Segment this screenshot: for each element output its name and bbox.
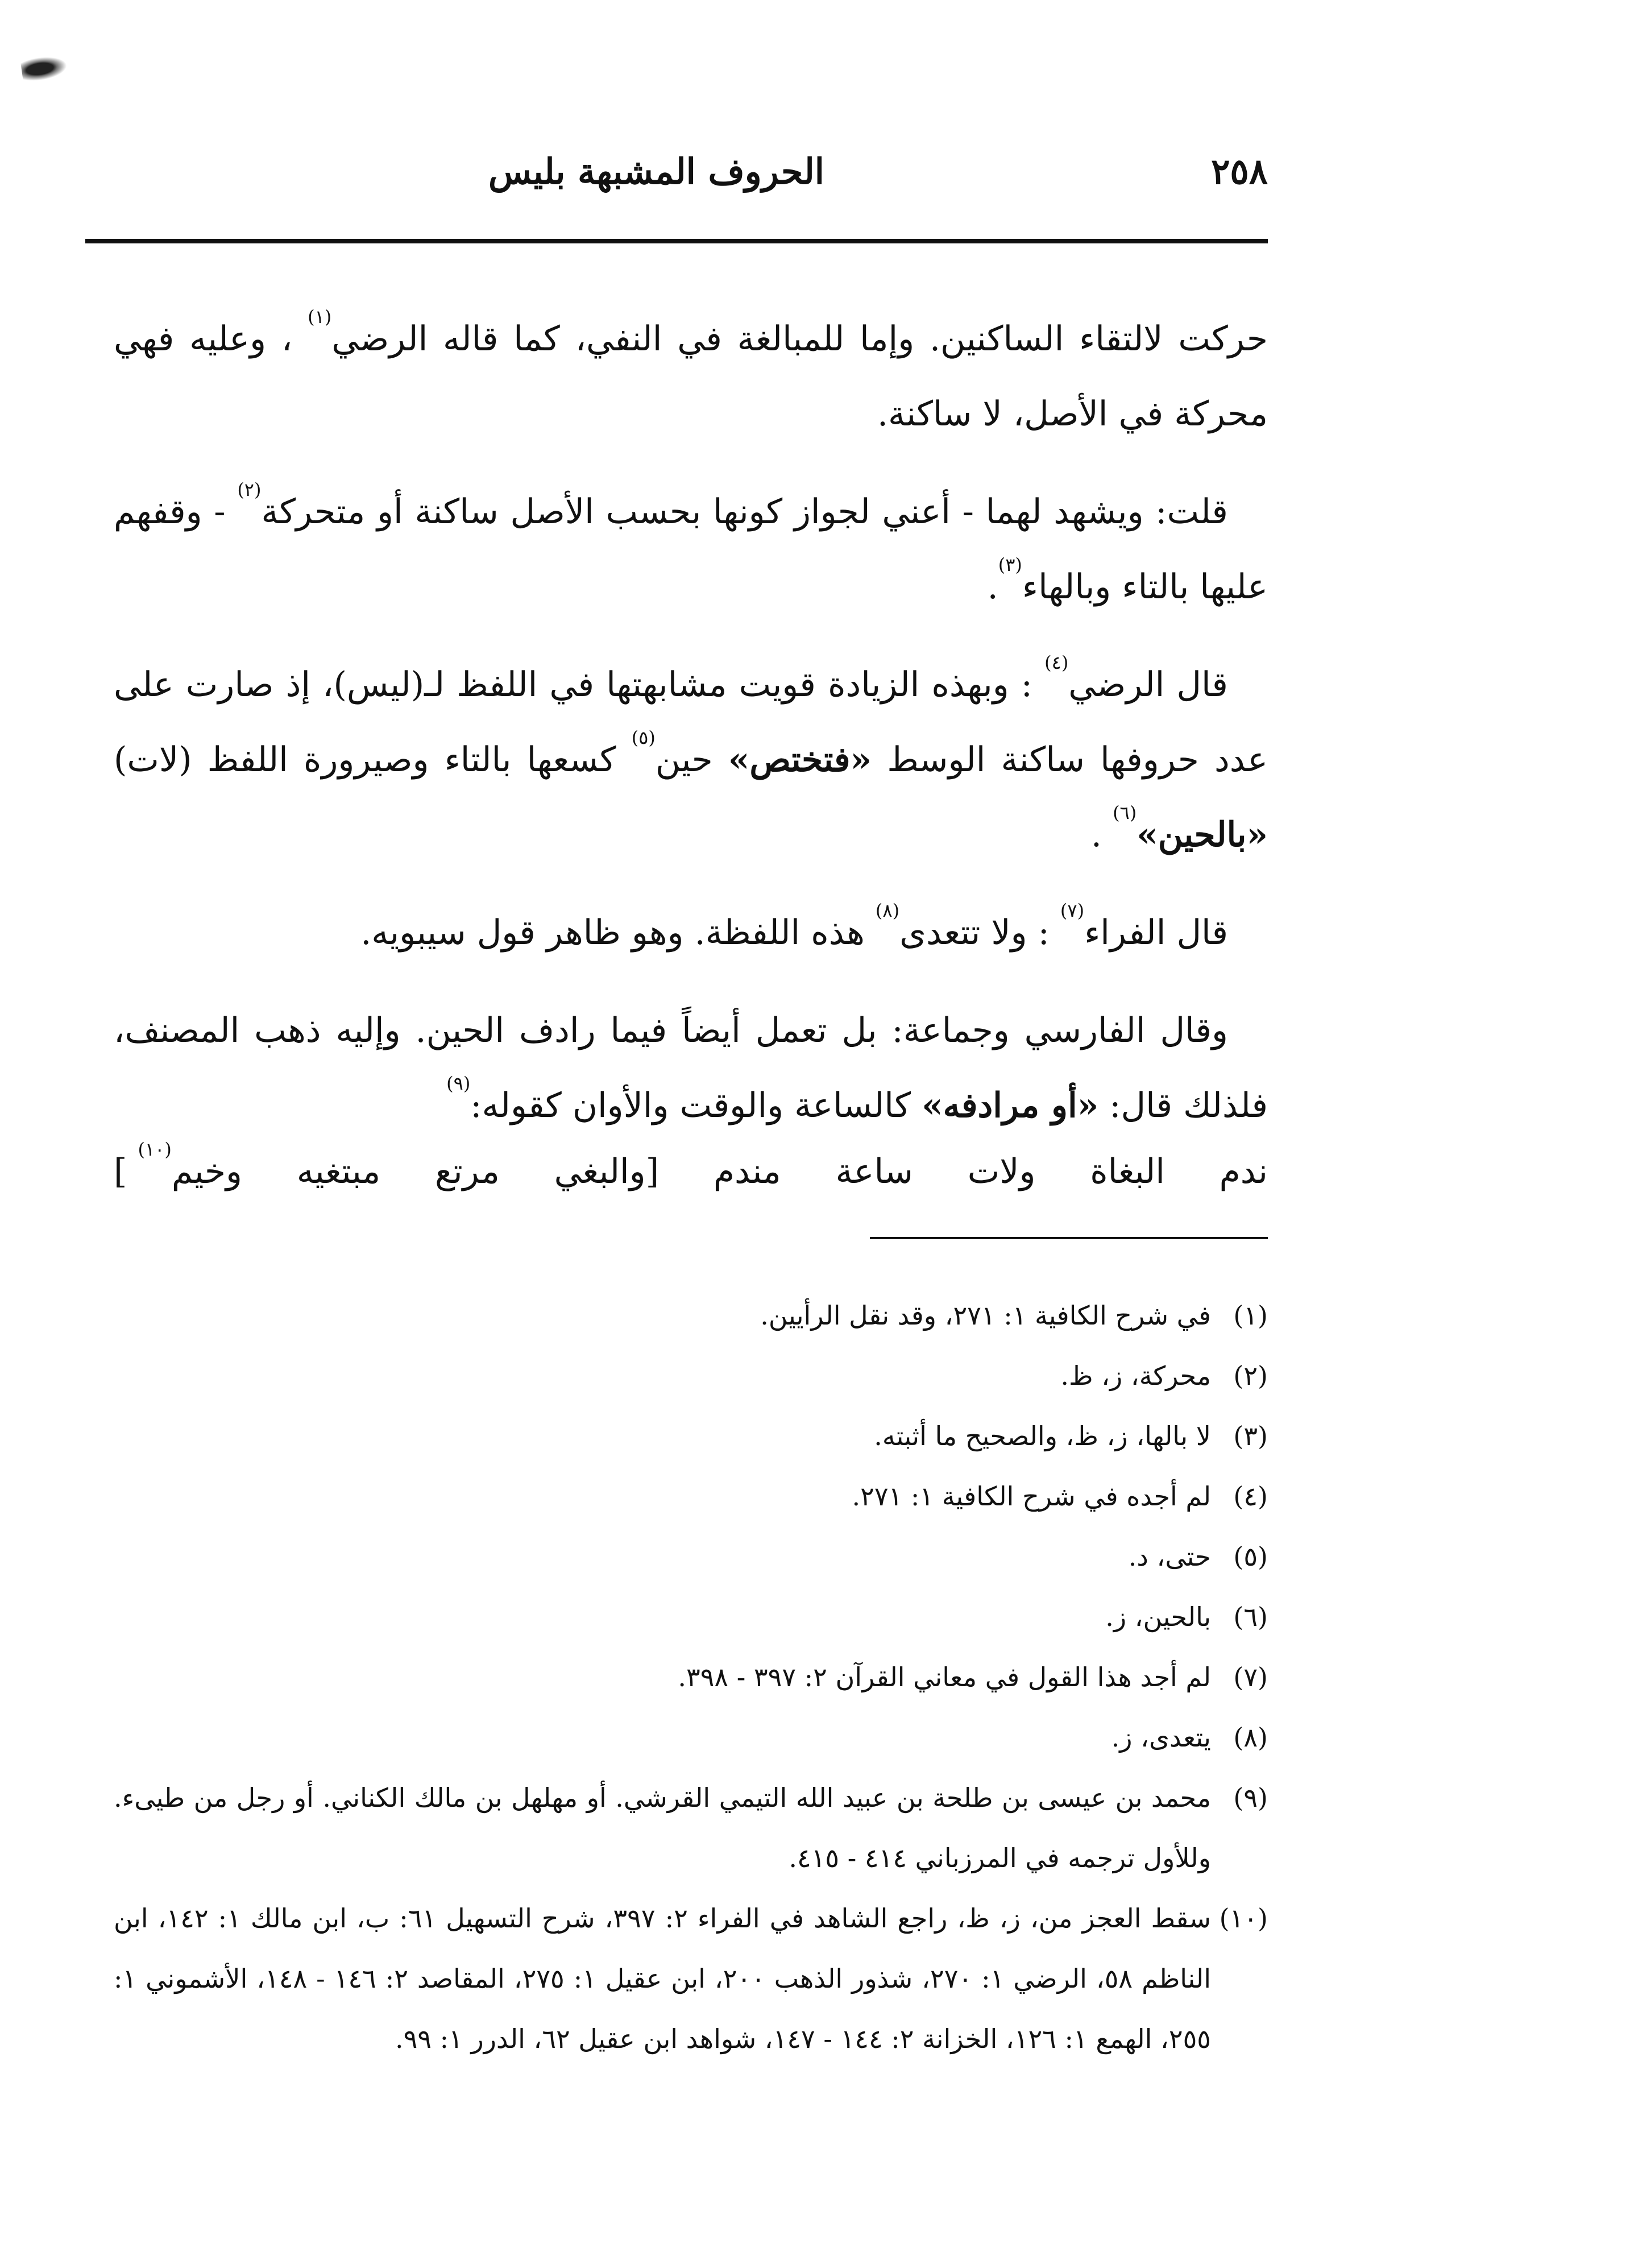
- footnote-number: (١): [1233, 1300, 1268, 1331]
- footnote: [114, 1888, 1268, 2069]
- footnote-ref: (٣): [998, 554, 1022, 576]
- footnote: [114, 1526, 1268, 1587]
- footnote-number: (٩): [1233, 1782, 1268, 1813]
- footnote-number: (٨): [1233, 1722, 1268, 1753]
- verse-word: مرتع: [435, 1152, 500, 1191]
- paragraph-3: [114, 647, 1268, 872]
- text-run: قال الفراء: [1084, 913, 1228, 953]
- verse-word: البغاة: [1090, 1152, 1165, 1191]
- bracket: ]: [114, 1152, 127, 1191]
- footnote-text: محركة، ز، ظ.: [1060, 1360, 1211, 1391]
- paragraph-2: [114, 474, 1268, 624]
- text-run: قال الرضي: [1068, 665, 1228, 705]
- bold-quote: «فتختص»: [728, 740, 872, 780]
- paragraph-5: [114, 993, 1268, 1143]
- footnote: [114, 1466, 1268, 1526]
- text-run: كسعها بالتاء وصيرورة اللفظ (لات): [114, 740, 616, 780]
- footnote-ref: (٤): [1044, 652, 1069, 673]
- footnote-number: (٢): [1233, 1360, 1268, 1391]
- footnote-ref: (٨): [875, 900, 900, 921]
- verse-word: [والبغي: [554, 1152, 660, 1191]
- running-title: الحروف المشبهة بليس: [488, 151, 824, 192]
- verse-word: مبتغيه: [296, 1152, 381, 1191]
- poetry-verse: [114, 1137, 1268, 1206]
- footnotes: [114, 1285, 1268, 2069]
- footnote-text: سقط العجز من، ز، ظ، راجع الشاهد في الفراء ٢: ٣٩٧، شرح التسهيل ٦١: ب، ابن مالك ١: ١٤٢، ابن الناظم ٥٨، الرضي ١: ٢٧٠، شذور الذهب ٢٠٠، ابن عقيل ١: ٢٧٥، المقاصد ٢: ١٤٦ - ١٤٨، الأشموني ١: ٢٥٥، الهمع ١: ١٢٦، الخزانة ٢: ١٤٤ - ١٤٧، شواهد ابن عقيل ٦٢، الدرر ١: ٩٩.: [114, 1903, 1212, 2054]
- footnote: [114, 1346, 1268, 1406]
- footnote-text: لم أجد هذا القول في معاني القرآن ٢: ٣٩٧ - ٣٩٨.: [678, 1662, 1211, 1692]
- page-header: [85, 145, 1268, 208]
- footnote: [114, 1707, 1268, 1768]
- footnote-ref: (٧): [1060, 900, 1085, 921]
- verse-word: ولات: [967, 1152, 1036, 1191]
- footnote-ref: (٩): [446, 1073, 471, 1094]
- footnote-number: (٥): [1233, 1541, 1268, 1572]
- text-run: .: [1090, 815, 1102, 855]
- text-run: ، وعليه فهي محركة في الأصل، لا ساكنة.: [114, 319, 1268, 434]
- verse-word: ندم: [1219, 1152, 1268, 1191]
- footnote-text: بالحين، ز.: [1105, 1601, 1211, 1632]
- footnote-number: (٤): [1233, 1481, 1268, 1512]
- footnote: [114, 1647, 1268, 1707]
- footnote-text: حتى، د.: [1128, 1541, 1211, 1572]
- text-run: حركت لالتقاء الساكنين. وإما للمبالغة في النفي، كما قاله الرضي: [331, 319, 1268, 359]
- text-run: : وبهذه الزيادة قويت مشابهتها في اللفظ لـ(ليس)، إذ صارت على عدد حروفها ساكنة الوسط: [114, 665, 1268, 780]
- paragraph-1: [114, 301, 1268, 452]
- bold-quote: «أو مرادفه»: [922, 1086, 1099, 1125]
- text-run: كالساعة والوقت والأوان كقوله:: [470, 1086, 911, 1125]
- footnote-number: (١٠): [1219, 1903, 1268, 1934]
- footnote-ref: (٥): [631, 727, 656, 748]
- footnote-number: (٧): [1233, 1662, 1268, 1692]
- footnote: [114, 1406, 1268, 1466]
- verse-word: وخيم: [171, 1152, 242, 1191]
- text-run: قلت: ويشهد لهما - أعني لجواز كونها بحسب الأصل ساكنة أو متحركة: [261, 492, 1228, 532]
- footnote-text: في شرح الكافية ١: ٢٧١، وقد نقل الرأيين.: [760, 1300, 1211, 1331]
- verse-word: ساعة: [835, 1152, 913, 1191]
- ink-smudge: [20, 54, 69, 83]
- page-number: ٢٥٨: [1211, 151, 1268, 192]
- footnote-text: يتعدى، ز.: [1111, 1722, 1211, 1753]
- text-run: هذه اللفظة. وهو ظاهر قول سيبويه.: [360, 913, 865, 953]
- verse-word-last: [114, 1137, 242, 1206]
- text-run: - وقفهم عليها بالتاء وبالهاء: [114, 492, 1268, 607]
- footnote-ref: (٢): [237, 479, 262, 500]
- footnote-ref: (١٠): [138, 1139, 172, 1160]
- footnote-text: لا بالها، ز، ظ، والصحيح ما أثبته.: [874, 1421, 1211, 1451]
- text-run: : ولا تتعدى: [899, 913, 1050, 953]
- footnote: [114, 1768, 1268, 1888]
- footnote-ref: (١): [308, 306, 332, 328]
- header-rule: [85, 239, 1268, 243]
- footnote: [114, 1285, 1268, 1346]
- footnote-text: لم أجده في شرح الكافية ١: ٢٧١.: [852, 1481, 1211, 1512]
- text-run: حين: [655, 740, 713, 780]
- footnote-separator: [870, 1237, 1268, 1239]
- main-text: [114, 301, 1268, 1166]
- footnote: [114, 1587, 1268, 1647]
- footnote-ref: (٦): [1113, 802, 1137, 823]
- footnote-number: (٣): [1233, 1421, 1268, 1451]
- text-run: وقال الفارسي وجماعة: بل تعمل أيضاً فيما رادف الحين. وإليه ذهب المصنف، فلذلك قال:: [114, 1011, 1268, 1125]
- bold-quote: «بالحين»: [1137, 815, 1268, 855]
- verse-word: مندم: [713, 1152, 781, 1191]
- footnote-number: (٦): [1233, 1601, 1268, 1632]
- paragraph-4: [114, 895, 1268, 970]
- footnote-text: محمد بن عيسى بن طلحة بن عبيد الله التيمي القرشي. أو مهلهل بن مالك الكناني. أو رجل من طيىء. وللأول ترجمه في المرزباني ٤١٤ - ٤١٥.: [114, 1782, 1211, 1873]
- text-run: .: [987, 567, 998, 607]
